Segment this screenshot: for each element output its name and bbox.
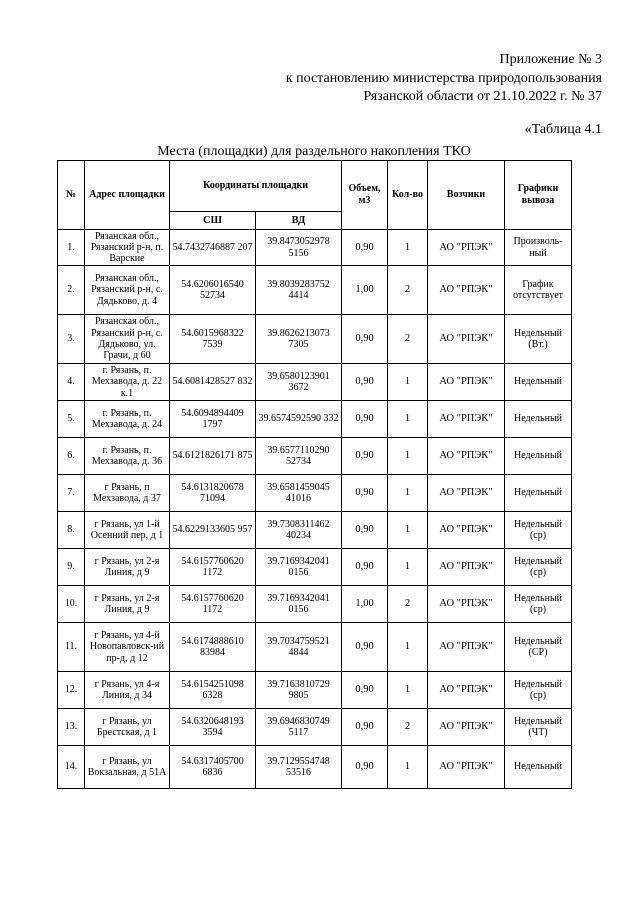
cell-schedule: Недельный (Вт.) [505,315,572,364]
cell-volume: 1,00 [342,586,388,623]
cell-longitude: 39.7308311462 40234 [256,512,342,549]
cell-address: г Рязань, ул 2-я Линия, д 9 [85,549,170,586]
table-row [58,623,572,672]
cell-count: 1 [388,401,428,438]
cell-schedule: Произволь-ный [505,230,572,266]
cell-address: Рязанская обл., Рязанский р-н, с. Дядьково, д. 4 [85,266,170,315]
cell-longitude: 39.8473052978 5156 [256,230,342,266]
cell-count: 1 [388,623,428,672]
cell-longitude: 39.8039283752 4414 [256,266,342,315]
col-coordinates: Координаты площадки [170,161,342,212]
cell-number: 7. [58,475,85,512]
table-row [58,230,572,266]
cell-carrier: АО "РПЭК" [428,709,505,746]
cell-longitude: 39.6574592590 332 [256,401,342,438]
cell-count: 1 [388,475,428,512]
cell-number: 12. [58,672,85,709]
cell-volume: 0,90 [342,746,388,789]
cell-number: 3. [58,315,85,364]
cell-latitude: 54.6015968322 7539 [170,315,256,364]
table-title: Места (площадки) для раздельного накопления ТКО [157,144,471,159]
cell-schedule: Недельный [505,438,572,475]
col-volume: Объем, м3 [342,161,388,230]
cell-latitude: 54.7432746887 207 [170,230,256,266]
table-row [58,709,572,746]
cell-number: 13. [58,709,85,746]
cell-count: 1 [388,549,428,586]
collection-sites-table [57,160,572,789]
cell-number: 6. [58,438,85,475]
cell-carrier: АО "РПЭК" [428,746,505,789]
cell-volume: 0,90 [342,315,388,364]
cell-latitude: 54.6229133605 957 [170,512,256,549]
cell-schedule: Недельный [505,746,572,789]
col-latitude: СШ [170,212,256,230]
table-row [58,475,572,512]
cell-address: Рязанская обл., Рязанский р-н, п. Варские [85,230,170,266]
col-longitude: ВД [256,212,342,230]
cell-longitude: 39.6580123901 3672 [256,364,342,401]
cell-longitude: 39.7169342041 0156 [256,586,342,623]
cell-latitude: 54.6317405700 6836 [170,746,256,789]
table-row [58,746,572,789]
cell-carrier: АО "РПЭК" [428,475,505,512]
cell-count: 1 [388,438,428,475]
cell-schedule: Недельный (ср) [505,586,572,623]
cell-volume: 0,90 [342,709,388,746]
cell-address: г Рязань, п Мехзавода, д 37 [85,475,170,512]
col-address: Адрес площадки [85,161,170,230]
cell-address: г. Рязань, п. Мехзавода, д. 36 [85,438,170,475]
table-row [58,586,572,623]
cell-schedule: Недельный (ср) [505,512,572,549]
cell-count: 1 [388,672,428,709]
cell-carrier: АО "РПЭК" [428,623,505,672]
cell-number: 14. [58,746,85,789]
cell-volume: 0,90 [342,401,388,438]
date-line: Рязанской области от 21.10.2022 г. № 37 [363,89,602,104]
table-number: «Таблица 4.1 [524,122,602,137]
cell-address: Рязанская обл., Рязанский р-н, с. Дядьково, ул. Грачи, д 60 [85,315,170,364]
cell-address: г. Рязань, п. Мехзавода, д. 24 [85,401,170,438]
cell-latitude: 54.6157760620 1172 [170,549,256,586]
cell-carrier: АО "РПЭК" [428,438,505,475]
cell-longitude: 39.7169342041 0156 [256,549,342,586]
cell-count: 2 [388,586,428,623]
col-schedule: Графики вывоза [505,161,572,230]
cell-count: 1 [388,746,428,789]
cell-carrier: АО "РПЭК" [428,315,505,364]
cell-schedule: Недельный (СР) [505,623,572,672]
cell-volume: 0,90 [342,364,388,401]
cell-carrier: АО "РПЭК" [428,586,505,623]
cell-volume: 0,90 [342,549,388,586]
col-number: № [58,161,85,230]
cell-latitude: 54.6157760620 1172 [170,586,256,623]
cell-volume: 0,90 [342,230,388,266]
cell-number: 10. [58,586,85,623]
cell-number: 1. [58,230,85,266]
table-row [58,401,572,438]
cell-carrier: АО "РПЭК" [428,230,505,266]
cell-carrier: АО "РПЭК" [428,266,505,315]
cell-schedule: Недельный (ЧТ) [505,709,572,746]
cell-volume: 0,90 [342,512,388,549]
cell-schedule: Недельный (ср) [505,549,572,586]
cell-schedule: График отсутствует [505,266,572,315]
cell-volume: 0,90 [342,475,388,512]
cell-latitude: 54.6081428527 832 [170,364,256,401]
cell-latitude: 54.6154251098 6328 [170,672,256,709]
cell-longitude: 39.7163810729 9805 [256,672,342,709]
cell-latitude: 54.6131820678 71094 [170,475,256,512]
cell-latitude: 54.6174888610 83984 [170,623,256,672]
cell-number: 5. [58,401,85,438]
table-row [58,315,572,364]
table-row [58,512,572,549]
cell-carrier: АО "РПЭК" [428,401,505,438]
cell-number: 11. [58,623,85,672]
cell-address: г Рязань, ул 4-й Новопавловск-ий пр-д, д 12 [85,623,170,672]
cell-count: 2 [388,315,428,364]
cell-volume: 0,90 [342,672,388,709]
cell-latitude: 54.6320648193 3594 [170,709,256,746]
cell-schedule: Недельный (ср) [505,672,572,709]
cell-longitude: 39.8626213073 7305 [256,315,342,364]
cell-count: 2 [388,709,428,746]
cell-address: г. Рязань, п. Мехзавода, д. 22 к.1 [85,364,170,401]
cell-latitude: 54.6094894409 1797 [170,401,256,438]
cell-longitude: 39.6581459045 41016 [256,475,342,512]
table-row [58,266,572,315]
cell-number: 8. [58,512,85,549]
cell-number: 9. [58,549,85,586]
cell-schedule: Недельный [505,475,572,512]
cell-longitude: 39.7129554748 53516 [256,746,342,789]
cell-carrier: АО "РПЭК" [428,672,505,709]
appendix-line: Приложение № 3 [499,52,602,67]
table-row [58,364,572,401]
col-count: Кол-во [388,161,428,230]
cell-count: 2 [388,266,428,315]
cell-count: 1 [388,230,428,266]
resolution-line: к постановлению министерства природопользования [285,71,602,86]
cell-volume: 0,90 [342,623,388,672]
cell-volume: 0,90 [342,438,388,475]
cell-count: 1 [388,364,428,401]
cell-schedule: Недельный [505,401,572,438]
col-carrier: Возчики [428,161,505,230]
table-row [58,672,572,709]
cell-address: г Рязань, ул Вокзальная, д 51А [85,746,170,789]
cell-number: 4. [58,364,85,401]
cell-latitude: 54.6121826171 875 [170,438,256,475]
table-row [58,549,572,586]
cell-volume: 1,00 [342,266,388,315]
cell-number: 2. [58,266,85,315]
cell-address: г Рязань, ул Брестская, д 1 [85,709,170,746]
cell-schedule: Недельный [505,364,572,401]
cell-carrier: АО "РПЭК" [428,364,505,401]
cell-carrier: АО "РПЭК" [428,512,505,549]
table-row [58,438,572,475]
cell-longitude: 39.6946830749 5117 [256,709,342,746]
cell-address: г Рязань, ул 4-я Линия, д 34 [85,672,170,709]
cell-count: 1 [388,512,428,549]
cell-longitude: 39.6577110290 52734 [256,438,342,475]
cell-latitude: 54.6206016540 52734 [170,266,256,315]
cell-carrier: АО "РПЭК" [428,549,505,586]
cell-longitude: 39.7034759521 4844 [256,623,342,672]
cell-address: г Рязань, ул 1-й Осенний пер, д 1 [85,512,170,549]
cell-address: г Рязань, ул 2-я Линия, д 9 [85,586,170,623]
